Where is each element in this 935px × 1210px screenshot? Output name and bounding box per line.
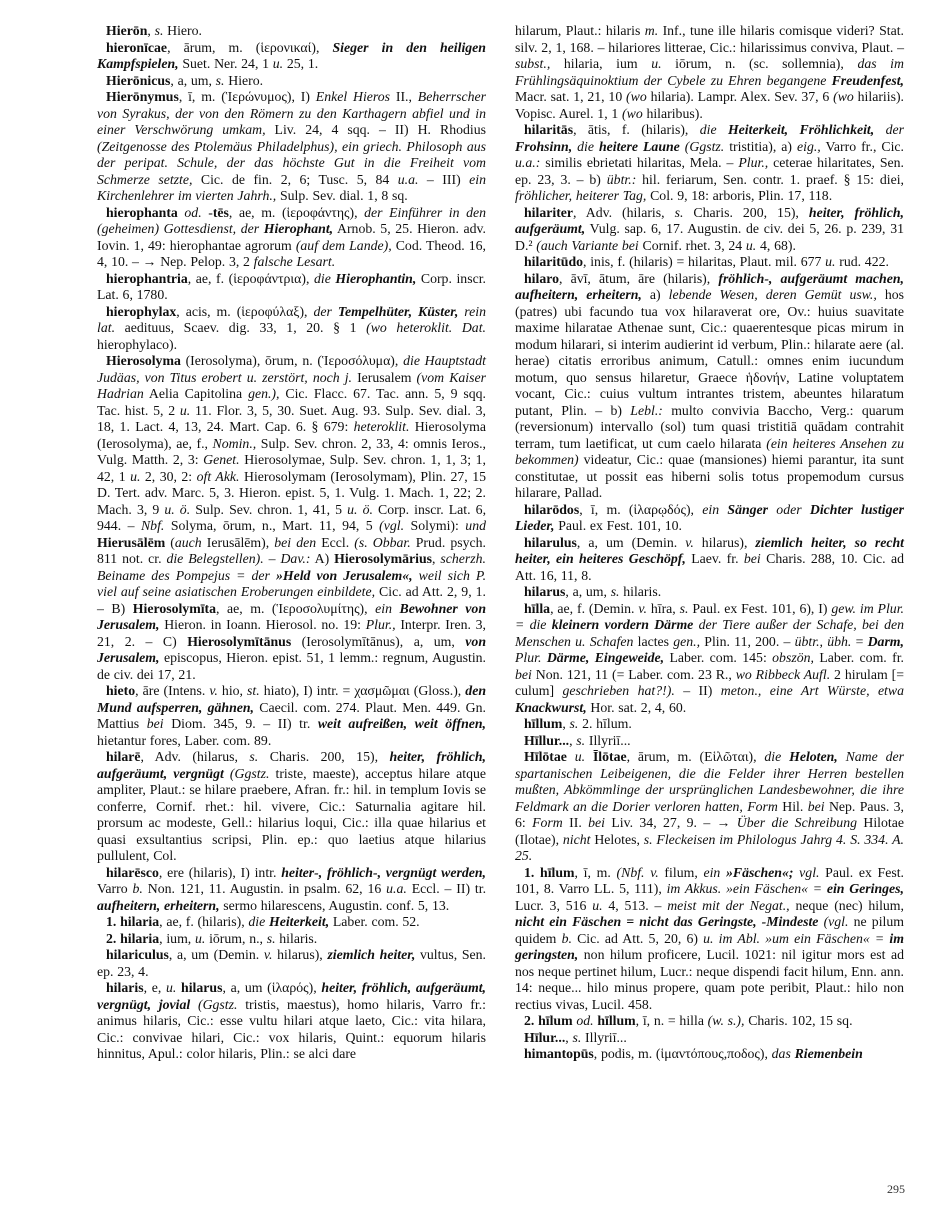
dictionary-entry: Hierosolyma (Ierosolyma), ōrum, n. (Ἱεροσόλυμα), die Hauptstadt Judäas, von Titus erobert u. zerstört, noch j. Ierusalem (vom Kaiser Hadrian Aelia Capitolina gen.), Cic. Flacc. 67. Tac. ann. 5, 9 sqq. Tac. hist. 5, 2 u. 11. Flor. 3, 5, 30. Suet. Aug. 93. Sulp. Sev. dial. 3, 18, 1. Lact. 4, 13, 24. Mart. Cap. 6. § 679: heteroklit. Hierosolyma (Ierosolyma), ae, f., Nomin., Sulp. Sev. chron. 2, 33, 4: omnis Ieros., Vulg. Matth. 2, 3: Genet. Hierosolymae, Sulp. Sev. chron. 1, 1, 3; 1, 42, 1 u. 2, 30, 2: oft Akk. Hierosolymam (Ierosolymam), Plin. 27, 15 D. Tert. adv. Marc. 5, 3. Hieron. epist. 5, 1. Vulg. 1. Mach. 1, 22; 2. Mach. 3, 9 u. ö. Sulp. Sev. chron. 1, 41, 5 u. ö. Corp. inscr. Lat. 6, 944. – Nbf. Solyma, ōrum, n., Mart. 11, 94, 5 (vgl. Solymi): und Hierusālēm (auch Ierusālēm), bei den Eccl. (s. Obbar. Prud. psych. 811 not. cr. die Belegstellen). – Dav.: A) Hierosolymārius, scherzh. Beiname des Pompejus = der »Held von Jerusalem«, weil sich P. viel auf seine asiatischen Eroberungen einbildete, Cic. ad Att. 2, 9, 1. – B) Hierosolymīta, ae, m. (Ἱεροσολυμίτης), ein Bewohner von Jerusalem, Hieron. in Ioann. Hierosol. no. 19: Plur., Interpr. Iren. 3, 21, 2. – C) Hierosolymītānus (Ierosolymītānus), a, um, von Jerusalem, episcopus, Hieron. epist. 51, 1 lemm.: regnum, Augustin. de civ. dei 17, 21. <box>97 353 487 682</box>
column-left <box>97 23 486 1063</box>
dictionary-entry: hilarulus, a, um (Demin. v. hilarus), ziemlich heiter, so recht heiter, ein heiteres Geschöpf, Laev. fr. bei Charis. 288, 10. Cic. ad Att. 16, 11, 8. <box>515 534 904 583</box>
dictionary-entry: Hierōn, s. Hiero. <box>106 23 202 38</box>
dictionary-entry: himantopūs, podis, m. (ἱμαντόπους,ποδος), das Riemenbein <box>524 1046 863 1061</box>
dictionary-entry: hilariculus, a, um (Demin. v. hilarus), ziemlich heiter, vultus, Sen. ep. 23, 4. <box>97 947 487 979</box>
dictionary-entry: 1. hīlum, ī, m. (Nbf. v. filum, ein »Fäschen«; vgl. Paul. ex Fest. 101, 8. Varro LL. 5, 111), im Akkus. »ein Fäschen« = ein Geringes, Lucr. 3, 516 u. 4, 513. – meist mit der Negat., neque (nec) hilum, nicht ein Fäschen = nicht das Geringste, -Mindeste (vgl. ne pilum quidem b. Cic. ad Att. 5, 20, 6) u. im Abl. »um ein Fäschen« = im geringsten, non hilum proficere, Lucil. 1021: nil igitur mors est ad nos neque pertinet hilum, Lucr.: neque dispendi facit hilum, Enn. ann. 14: neque... hilo minus propere, quam pote peribit, Plaut.: hilo non rectius vivas, Lucil. 458. <box>515 864 904 1012</box>
dictionary-entry: Hīlur..., s. Illyriī... <box>524 1029 627 1045</box>
dictionary-entry: hieronīcae, ārum, m. (ἱερονικαί), Sieger in den heiligen Kampfspielen, Suet. Ner. 24, 1 u. 25, 1. <box>97 39 486 71</box>
dictionary-entry: Hierōnymus, ī, m. (Ἱερώνυμος), I) Enkel Hieros II., Beherrscher von Syrakus, der von den Römern zu den Karthagern abfiel und in einer Verschwörung umkam, Liv. 24, 4 sqq. – II) H. Rhodius (Zeitgenosse des Ptolemäus Philadelphus), ein griech. Philosoph aus der peripat. Schule, der das höchste Gut in die Freiheit vom Schmerze setzte, Cic. de fin. 2, 6; Tusc. 5, 84 u.a. – III) ein Kirchenlehrer im vierten Jahrh., Sulp. Sev. dial. 1, 8 sq. <box>97 89 486 203</box>
dictionary-entry: hilaro, āvī, ātum, āre (hilaris), fröhlich-, aufgeräumt machen, aufheitern, erheitern, a) lebende Wesen, deren Gemüt usw., hos (patres) ubi facundo tua vox hilaraverat ore, Ov.: huius suavitate maxime hilaratae Athenae sunt, Cic.: quaerentesque picas mirum in modum hilarari, si interim audierint id verbum, Plin.: hilarate aere (al. herae) citatis erroribus animum, Catull.: omnes enim iucundum motum, quo sensus hilaretur, Graece ἡδονήν, Latine voluptatem vocant, Cic.: cuius vultum intrantes tristem, abeuntes hilaratum putant, Plin. – b) Lebl.: multo convivia Baccho, Verg.: quarum (reversionum) intervallo (sol) tum quasi tristitiā quādam contrahit terram, tum laetificat, ut cum caelo hilarata (ein heiteres Ansehen zu bekommen) videatur, Cic.: quae (mansiones) hiemi parantur, ita sunt constitutae, ut possit eas hiberni solis totus propemodum cursus hilarare, Pallad. <box>515 270 905 500</box>
column-right <box>515 23 904 1063</box>
dictionary-entry: hilarē, Adv. (hilarus, s. Charis. 200, 15), heiter, fröhlich, aufgeräumt, vergnügt (Ggstz. triste, maeste), acceptus hilare atque ampliter, Plaut.: se hilare praebere, Afran. fr.: hil. in templum Iovis se conferre, Cornif. rhet.: hil. vivere, Cic.: Saturnalia agitare hil. prorsum ac modeste, Gell.: hilarius loqui, Cic.: illa quae hilarius et quasi exsultantius scripsi, Plin. ep.: quo laetius atque hilarius pullulent, Col. <box>97 749 486 863</box>
dictionary-entry: hilaris, e, u. hilarus, a, um (ἱλαρός), heiter, fröhlich, aufgeräumt, vergnügt, jovial (Ggstz. tristis, maestus), homo hilaris, Varro fr.: animus hilaris, Cic.: esse vultu hilari atque laeto, Cic.: vita hilara, Cic.: convivae hilari, Cic.: vox hilaris, Quint.: equorum hilaris hinnitus, Apul.: color hilaris, Plin.: se alci dare <box>97 980 487 1061</box>
dictionary-entry: Hierōnicus, a, um, s. Hiero. <box>106 72 264 88</box>
dictionary-entry: hierophantria, ae, f. (ἱεροφάντρια), die Hierophantin, Corp. inscr. Lat. 6, 1780. <box>97 270 486 302</box>
dictionary-entry: 1. hilaria, ae, f. (hilaris), die Heiterkeit, Laber. com. 52. <box>106 914 420 929</box>
dictionary-entry: hilarum, Plaut.: hilaris m. Inf., tune ille hilaris comisque videri? Stat. silv. 2, 1, 168. – hilariores litterae, Cic.: hilarissimus conviva, Plaut. – subst., hilaria, ium u. iōrum, n. (sc. sollemnia), das im Frühlingsäquinoktium der Cybele zu Ehren begangene Freudenfest, Macr. sat. 1, 21, 10 (wo hilaria). Lampr. Alex. Sev. 37, 6 (wo hilariis). Vopisc. Aurel. 1, 1 (wo hilaribus). <box>515 23 904 121</box>
dictionary-entry: Hīllur..., s. Illyriī... <box>524 732 631 748</box>
dictionary-entry: hierophylax, acis, m. (ἱεροφύλαξ), der Tempelhüter, Küster, rein lat. aedituus, Scaev. dig. 33, 1, 20. § 1 (wo heteroklit. Dat. hierophylaco). <box>97 303 486 352</box>
page-number: 295 <box>887 1182 905 1196</box>
dictionary-entry: hieto, āre (Intens. v. hio, st. hiato), I) intr. = χασμῶμαι (Gloss.), den Mund aufsperren, gähnen, Caecil. com. 274. Plaut. Men. 449. Gn. Mattius bei Diom. 345, 9. – II) tr. weit aufreißen, weit öffnen, hietantur fores, Laber. com. 89. <box>97 683 486 748</box>
dictionary-entry: Hīlōtae u. Īlōtae, ārum, m. (Εἱλῶται), die Heloten, Name der spartanischen Leibeigenen, die die Felder ihrer Herren bestellen mußten, Abkömmlinge der ursprünglichen Landesbewohner, die ihre Feldmark an die Dorier verloren hatten, Form Hil. bei Nep. Paus. 3, 6: Form II. bei Liv. 34, 27, 9. – → Über die Schreibung Hilotae (Ilotae), nicht Helotes, s. Fleckeisen im Philologus Jahrg 4. S. 334. A. 25. <box>515 749 904 863</box>
dictionary-entry: hilariter, Adv. (hilaris, s. Charis. 200, 15), heiter, fröhlich, aufgeräumt, Vulg. sap. 6, 17. Augustin. de civ. dei 5, 26. p. 239, 31 D.² (auch Variante bei Cornif. rhet. 3, 24 u. 4, 68). <box>515 204 904 253</box>
dictionary-entry: hierophanta od. -tēs, ae, m. (ἱεροφάντης), der Einführer in den (geheimen) Gottesdienst, der Hierophant, Arnob. 5, 25. Hieron. adv. Iovin. 1, 49: hierophantae agrorum (auf dem Lande), Cod. Theod. 16, 4, 10. – → Nep. Pelop. 3, 2 falsche Lesart. <box>97 204 486 269</box>
dictionary-entry: hilarēsco, ere (hilaris), I) intr. heiter-, fröhlich-, vergnügt werden, Varro b. Non. 121, 11. Augustin. in psalm. 62, 16 u.a. Eccl. – II) tr. aufheitern, erheitern, sermo hilarescens, Augustin. conf. 5, 13. <box>97 864 487 913</box>
dictionary-entry: hilarus, a, um, s. hilaris. <box>524 584 662 599</box>
dictionary-entry: hilarōdos, ī, m. (ἱλαρῳδός), ein Sänger oder Dichter lustiger Lieder, Paul. ex Fest. 101, 10. <box>515 501 904 533</box>
dictionary-entry: hīllum, s. 2. hīlum. <box>524 716 632 731</box>
dictionary-entry: 2. hilaria, ium, u. iōrum, n., s. hilaris. <box>106 930 318 946</box>
dictionary-entry: 2. hīlum od. hīllum, ī, n. = hilla (w. s.), Charis. 102, 15 sq. <box>524 1013 853 1028</box>
dictionary-entry: hilaritās, ātis, f. (hilaris), die Heiterkeit, Fröhlichkeit, der Frohsinn, die heitere Laune (Ggstz. tristitia), a) eig., Varro fr., Cic. u.a.: similis ebrietati hilaritas, Mela. – Plur., ceterae hilaritates, Sen. ep. 23, 3. – b) übtr.: hil. feriarum, Sen. contr. 1. praef. § 15: diei, fröhlicher, heiterer Tag, Col. 9, 18: arboris, Plin. 17, 118. <box>515 122 904 203</box>
dictionary-entry: hīlla, ae, f. (Demin. v. hīra, s. Paul. ex Fest. 101, 6), I) gew. im Plur. = die kleinern vordern Därme der Tiere außer der Schafe, bei den Menschen u. Schafen lactes gen., Plin. 11, 200. – übtr., übh. = Darm, Plur. Därme, Eingeweide, Laber. com. 145: obszön, Laber. com. fr. bei Non. 121, 11 (= Laber. com. 23 R., wo Ribbeck Aufl. 2 hirulam [= culum] geschrieben hat?!). – II) meton., eine Art Würste, etwa Knackwurst, Hor. sat. 2, 4, 60. <box>515 600 904 715</box>
dictionary-entry: hilaritūdo, inis, f. (hilaris) = hilaritas, Plaut. mil. 677 u. rud. 422. <box>524 254 889 269</box>
